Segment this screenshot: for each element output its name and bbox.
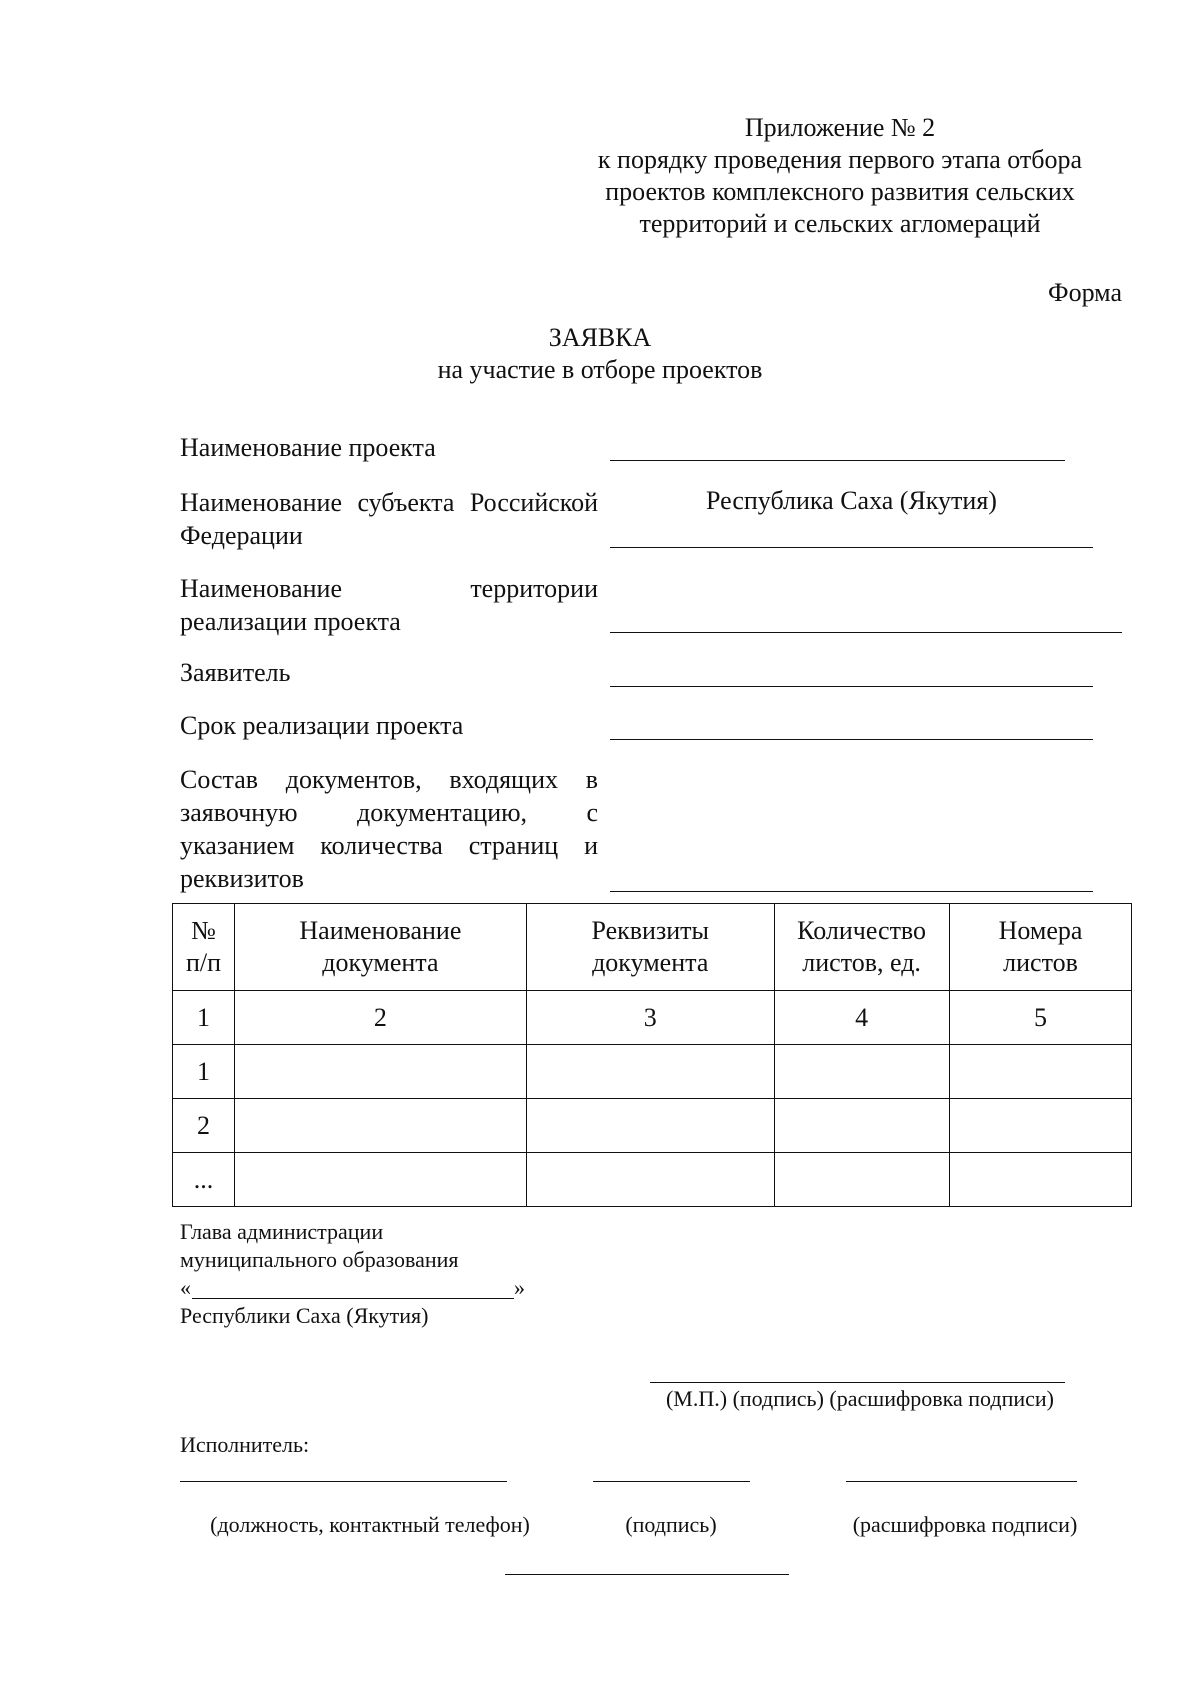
- header-sheet-count: Количество листов, ед.: [774, 904, 949, 991]
- signatory-title: муниципального образования: [180, 1247, 459, 1272]
- appendix-line: территорий и сельских агломераций: [639, 209, 1041, 238]
- table-edge: [1132, 904, 1150, 991]
- subject-name-value: Республика Саха (Якутия): [706, 486, 997, 515]
- executor-label: Исполнитель:: [180, 1432, 310, 1457]
- header-document-name: Наименование документа: [234, 904, 526, 991]
- table-cell[interactable]: [949, 1153, 1132, 1207]
- table-edge: [1132, 1045, 1150, 1099]
- header-sheet-numbers: Номера листов: [949, 904, 1132, 991]
- documents-label: Состав документов, входящих в заявочную документацию, с указанием количества страниц и реквизитов: [180, 765, 598, 893]
- table-row: [173, 1099, 1151, 1153]
- territory-name-field[interactable]: [610, 632, 1122, 633]
- row-number: 2: [173, 1099, 235, 1153]
- executor-signature-caption: (подпись): [625, 1512, 717, 1537]
- table-cell[interactable]: [526, 1045, 774, 1099]
- documents-table: [172, 903, 1150, 1207]
- form-label: Форма: [1048, 278, 1122, 307]
- table-cell[interactable]: [774, 1099, 949, 1153]
- head-of-administration-block: [180, 1218, 525, 1330]
- column-number: 5: [949, 991, 1132, 1045]
- table-header-row: [173, 904, 1151, 991]
- term-field[interactable]: [610, 739, 1093, 740]
- appendix-line: к порядку проведения первого этапа отбора: [597, 145, 1083, 174]
- appendix-heading: [560, 112, 1120, 240]
- table-cell[interactable]: [949, 1045, 1132, 1099]
- head-signature-field[interactable]: [650, 1382, 1065, 1383]
- applicant-field[interactable]: [610, 686, 1093, 687]
- republic-name: Республики Саха (Якутия): [180, 1303, 429, 1328]
- table-row: [173, 1153, 1151, 1207]
- column-number: 4: [774, 991, 949, 1045]
- table-edge: [1132, 991, 1150, 1045]
- closing-line: [505, 1574, 789, 1575]
- table-cell[interactable]: [526, 1099, 774, 1153]
- table-cell[interactable]: [526, 1153, 774, 1207]
- executor-decoding-field[interactable]: [846, 1481, 1077, 1482]
- table-cell[interactable]: [234, 1099, 526, 1153]
- title-main: ЗАЯВКА: [548, 323, 652, 352]
- table-column-numbers-row: [173, 991, 1151, 1045]
- column-number: 1: [173, 991, 235, 1045]
- signatory-title: Глава администрации: [180, 1219, 384, 1244]
- table-cell[interactable]: [949, 1099, 1132, 1153]
- table-edge: [1132, 1099, 1150, 1153]
- row-number: ...: [173, 1153, 235, 1207]
- project-name-label: Наименование проекта: [180, 433, 436, 462]
- position-caption: (должность, контактный телефон): [210, 1512, 530, 1537]
- municipality-name-row: [180, 1274, 525, 1302]
- table-cell[interactable]: [234, 1045, 526, 1099]
- documents-field[interactable]: [610, 891, 1093, 892]
- table-cell[interactable]: [774, 1153, 949, 1207]
- table-cell[interactable]: [774, 1045, 949, 1099]
- title-sub: на участие в отборе проектов: [437, 355, 763, 384]
- term-label: Срок реализации проекта: [180, 711, 464, 740]
- column-number: 3: [526, 991, 774, 1045]
- subject-name-field[interactable]: [610, 547, 1093, 548]
- project-name-field[interactable]: [610, 460, 1065, 461]
- signature-caption: (М.П.) (подпись) (расшифровка подписи): [665, 1386, 1054, 1411]
- appendix-number: Приложение № 2: [744, 113, 936, 142]
- document-title: [0, 322, 1200, 386]
- subject-name-label: Наименование субъекта Российской Федерации: [180, 488, 598, 550]
- executor-signature-field[interactable]: [593, 1481, 750, 1482]
- table-row: [173, 1045, 1151, 1099]
- header-number: № п/п: [173, 904, 235, 991]
- quote-close: »: [514, 1275, 525, 1300]
- applicant-label: Заявитель: [180, 658, 291, 687]
- decoding-caption: (расшифровка подписи): [852, 1512, 1078, 1537]
- quote-open: «: [180, 1275, 191, 1300]
- municipality-name-field[interactable]: [192, 1298, 514, 1299]
- table-edge: [1132, 1153, 1150, 1207]
- table-cell[interactable]: [234, 1153, 526, 1207]
- row-number: 1: [173, 1045, 235, 1099]
- column-number: 2: [234, 991, 526, 1045]
- territory-name-label: Наименование территории реализации проекта: [180, 574, 598, 636]
- appendix-line: проектов комплексного развития сельских: [605, 177, 1075, 206]
- executor-position-field[interactable]: [180, 1481, 507, 1482]
- header-document-details: Реквизиты документа: [526, 904, 774, 991]
